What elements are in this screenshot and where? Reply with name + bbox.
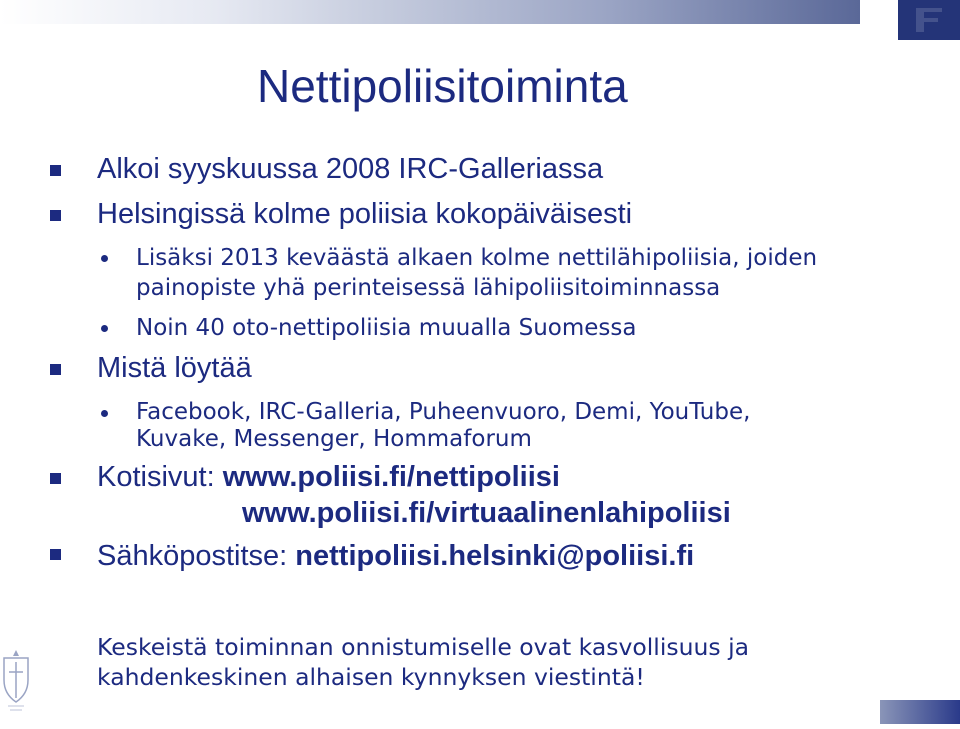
footer-line-2: kahdenkeskinen alhaisen kynnyksen viestintä! bbox=[97, 663, 645, 691]
bullet-text: Mistä löytää bbox=[97, 352, 252, 384]
dot-bullet-icon bbox=[101, 410, 108, 417]
email-label: Sähköpostitse: bbox=[97, 540, 296, 572]
sub-bullet-text: painopiste yhä perinteisessä lähipoliisitoiminnassa bbox=[136, 275, 721, 301]
police-emblem-icon bbox=[898, 0, 960, 40]
square-bullet-icon bbox=[50, 364, 61, 375]
bullet-text bbox=[97, 460, 560, 494]
square-bullet-icon bbox=[50, 549, 61, 560]
homepage-label: Kotisivut: bbox=[97, 461, 223, 493]
footer-line-1: Keskeistä toiminnan onnistumiselle ovat kasvollisuus ja bbox=[97, 633, 750, 661]
sub-bullet-text: Noin 40 oto-nettipoliisia muualla Suomessa bbox=[136, 315, 637, 341]
square-bullet-icon bbox=[50, 473, 61, 484]
footer-band-right bbox=[880, 700, 960, 724]
square-bullet-icon bbox=[50, 165, 61, 176]
email-link[interactable]: nettipoliisi.helsinki@poliisi.fi bbox=[295, 540, 695, 572]
dot-bullet-icon bbox=[101, 325, 108, 332]
bullet-text: Helsingissä kolme poliisia kokopäiväisesti bbox=[97, 198, 633, 230]
homepage-link-virtuaalinen[interactable]: www.poliisi.fi/virtuaalinenlahipoliisi bbox=[242, 497, 731, 529]
police-crest-icon bbox=[0, 650, 32, 724]
header-band-left bbox=[0, 0, 360, 24]
dot-bullet-icon bbox=[101, 255, 108, 262]
sub-bullet-text: Lisäksi 2013 keväästä alkaen kolme nettilähipoliisia, joiden bbox=[136, 245, 818, 271]
header-band-right bbox=[360, 0, 860, 24]
square-bullet-icon bbox=[50, 210, 61, 221]
homepage-link-nettipoliisi[interactable]: www.poliisi.fi/nettipoliisi bbox=[222, 461, 560, 493]
slide-title: Nettipoliisitoiminta bbox=[257, 60, 628, 112]
sub-bullet-text: Kuvake, Messenger, Hommaforum bbox=[136, 426, 532, 452]
sub-bullet-text: Facebook, IRC-Galleria, Puheenvuoro, Demi, YouTube, bbox=[136, 399, 751, 425]
bullet-text bbox=[97, 539, 694, 573]
bullet-text: Alkoi syyskuussa 2008 IRC-Galleriassa bbox=[97, 153, 604, 185]
